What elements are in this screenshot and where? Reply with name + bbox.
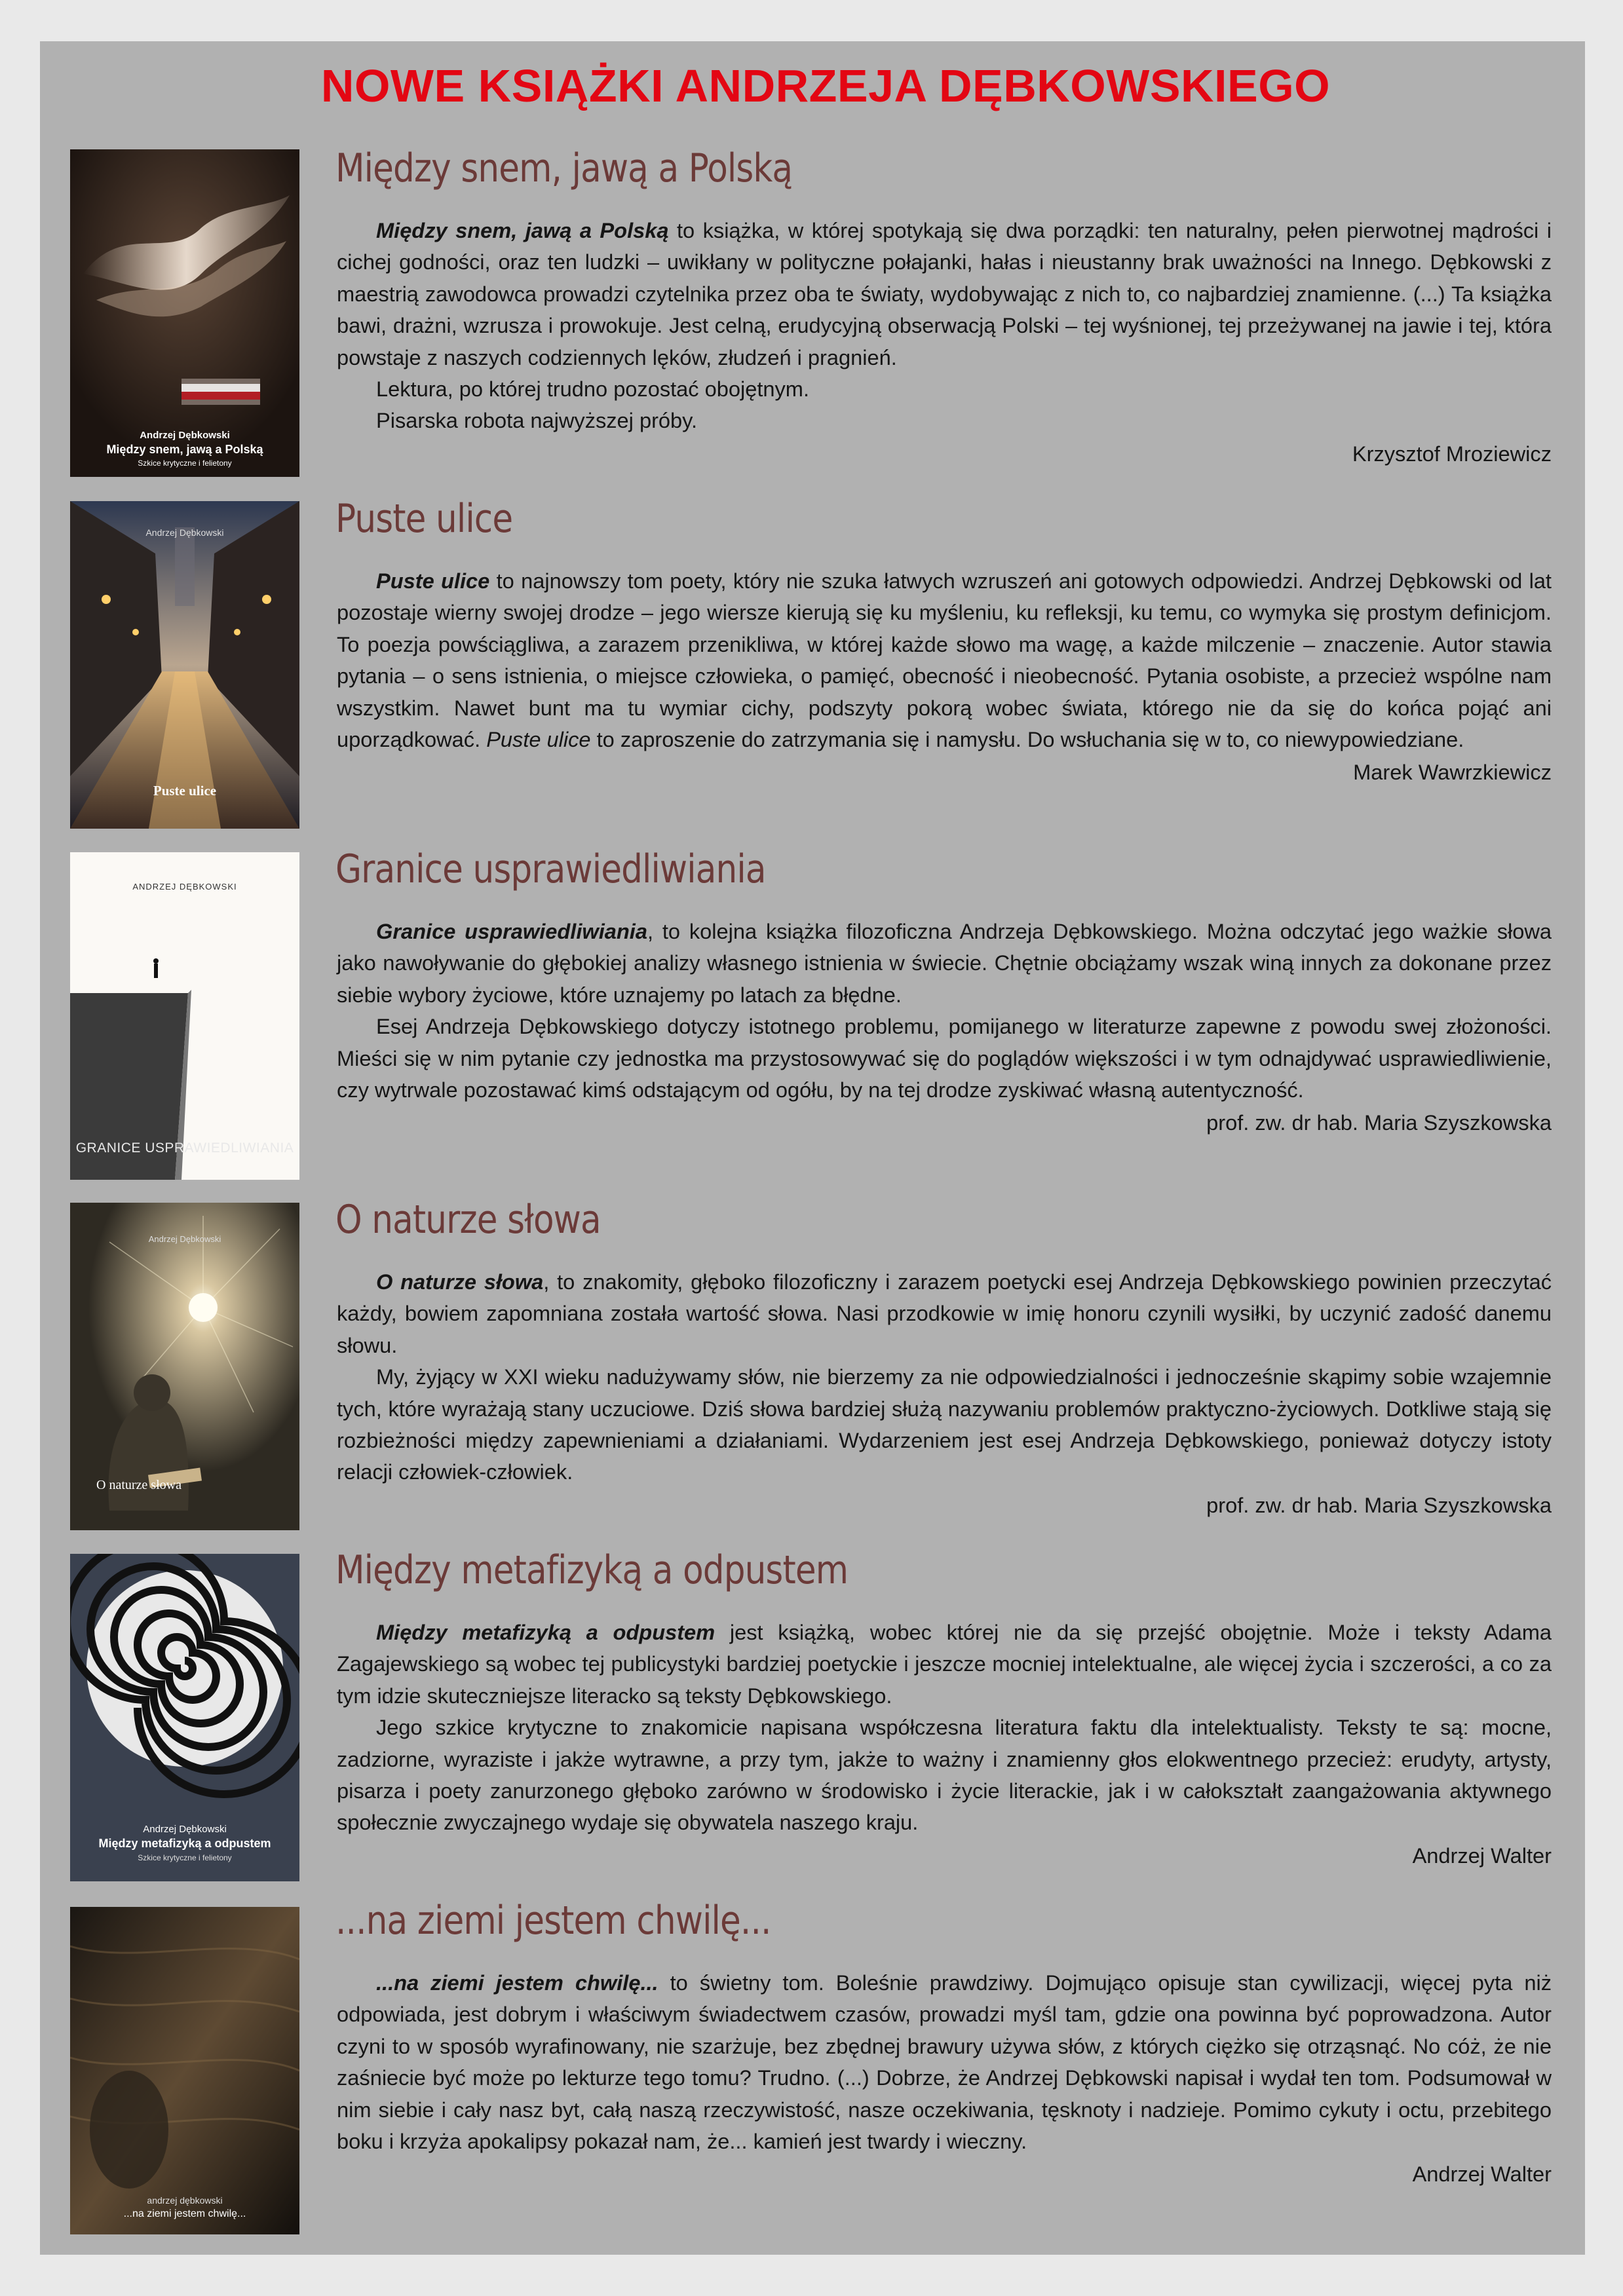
cover-title: GRANICE USPRAWIEDLIWIANIA (75, 1140, 294, 1156)
book-title: ...na ziemi jestem chwilę... (335, 1898, 771, 1944)
book-cover[interactable] (70, 1554, 299, 1881)
book-cover[interactable] (70, 149, 299, 477)
reviewer-name: Marek Wawrzkiewicz (1353, 760, 1552, 785)
cover-author: Andrzej Dębkowski (143, 1824, 227, 1835)
review-text: Esej Andrzeja Dębkowskiego dotyczy istotnego problemu, pomijanego w literaturze zapewne z powodu swej złożoności. Mieści się w nim pytanie czy jednostka ma przystosowywać się do poglądów większości i w tym odnajdywać usprawiedliwienie, czy wytrwale pozostawać kimś odstającym od ogółu, by na tej drodze zyskiwać własną autentyczność. (337, 1014, 1552, 1102)
book-review (337, 565, 1552, 789)
review-text: Lektura, po której trudno pozostać obojętnym. (376, 377, 809, 402)
review-text: to zaproszenie do zatrzymania się i namysłu. Do wsłuchania się w to, co niewypowiedziane. (590, 727, 1464, 752)
review-text: to najnowszy tom poety, który nie szuka łatwych wzruszeń ani gotowych odpowiedzi. Andrzej Dębkowski od lat pozostaje wierny swojej drodze – jego wiersze kierują się ku myśleniu, ku refleksji, ku temu, co wymyka się prostym definicjom. To poezja powściągliwa, a zarazem przenikliwa, w której każde słowo ma wagę, a każde milczenie – znaczenie. Autor stawia pytania – o sens istnienia, o miejsce człowieka, o pamięć, obecność i nieobecność. Pytania osobiste, a przecież wspólne nam wszystkim. Nawet bunt ma tu wymiar cichy, podszyty pokorą wobec świata, którego nie da się do końca pojąć ani uporządkować. (337, 569, 1552, 752)
reviewer-name: Andrzej Walter (1412, 2162, 1552, 2187)
reviewer-name: prof. zw. dr hab. Maria Szyszkowska (1206, 1110, 1552, 1135)
page-sheet (40, 41, 1585, 2255)
book-title: Granice usprawiedliwiania (335, 846, 766, 892)
cover-author: Andrzej Dębkowski (148, 1234, 221, 1244)
book-review (337, 215, 1552, 470)
book-cover[interactable] (70, 501, 299, 829)
review-text: , to znakomity, głęboko filozoficzny i zarazem poetycki esej Andrzeja Dębkowskiego powinien przeczytać każdy, bowiem zapomniana została wartość słowa. Nasi przodkowie w imię honoru czynili wysiłki, by uczynić zadość danemu słowu. (337, 1270, 1552, 1357)
cover-title: Puste ulice (153, 783, 217, 799)
cover-author: Andrzej Dębkowski (145, 527, 224, 538)
review-text: to świetny tom. Boleśnie prawdziwy. Dojmująco opisuje stan cywilizacji, więcej pyta niż odpowiada, jest dobrym i właściwym świadectwem czasów, prowadzi myśl tam, gdzie ona powinna być poprowadzona. Autor czyni to w sposób wyrafinowany, nie szarżuje, bez zbędnej brawury używa słów, z których ciężko się otrząsnąć. No cóż, że nie zaśniecie być może po lekturze tego tomu? Trudno. (...) Dobrze, że Andrzej Dębkowski napisał i wydał ten tom. Podsumował w nim siebie i cały nasz byt, całą naszą rzeczywistość, nasze oczekiwania, tęsknoty i nadzieje. Pomimo cykuty i octu, przebitego boku i krzyża apokalipsy pokazał nam, że... kamień jest twardy i wieczny. (337, 1970, 1552, 2154)
review-lead: O naturze słowa (376, 1270, 544, 1294)
reviewer-name: Andrzej Walter (1412, 1843, 1552, 1868)
review-lead: Granice usprawiedliwiania (376, 919, 647, 943)
book-title: Puste ulice (335, 496, 513, 542)
book-cover[interactable] (70, 852, 299, 1180)
cover-title: O naturze słowa (96, 1478, 181, 1492)
reviewer-name: Krzysztof Mroziewicz (1352, 441, 1552, 466)
cover-author: Andrzej Dębkowski (140, 430, 230, 441)
review-text: My, żyjący w XXI wieku nadużywamy słów, nie bierzemy za nie odpowiedzialności i jednocześnie skąpimy sobie wzajemnie tych, które wyrażają stany uczuciowe. Dziś słowa bardziej służą nazywaniu problemów praktyczno-życiowych. Dotkliwe stają się rozbieżności między zapewnieniami a działaniami. Wydarzeniem jest esej Andrzeja Dębkowskiego, ponieważ dotyczy istoty relacji człowiek-człowiek. (337, 1364, 1552, 1484)
review-text: jest książką, wobec której nie da się przejść obojętnie. Może i teksty Adama Zagajewskiego są wobec tej publicystyki bardziej poetyckie i jeszcze mocniej intelektualne, ale więcej życia i szczerości, a co za tym idzie skuteczniejsze literacko są teksty Dębkowskiego. (337, 1620, 1552, 1708)
review-lead: Między metafizyką a odpustem (376, 1620, 716, 1644)
review-text: Pisarska robota najwyższej próby. (376, 408, 698, 433)
book-title: Między metafizyką a odpustem (335, 1547, 849, 1593)
review-lead: Między snem, jawą a Polską (376, 218, 669, 242)
review-text: , to kolejna książka filozoficzna Andrzeja Dębkowskiego. Można odczytać jego ważkie słowa jako nawoływanie do głębokiej analizy własnego istnienia w świecie. Chętnie obciążamy wszak winą innych za dokonane przez siebie wybory życiowe, które uznajemy po latach za błędne. (337, 919, 1552, 1007)
review-italic: Puste ulice (486, 727, 591, 752)
cover-subtitle: Szkice krytyczne i felietony (138, 459, 232, 468)
cover-subtitle: Szkice krytyczne i felietony (138, 1853, 232, 1862)
review-text: to książka, w której spotykają się dwa porządki: ten naturalny, pełen pierwotnej mądrości i cichej godności, oraz ten ludzki – uwikłany w polityczne połajanki, hałas i nieustanny brak uważności na Innego. Dębkowski z maestrią zawodowca prowadzi czytelnika przez oba te światy, wydobywając z nich to, co najbardziej znamienne. (...) Ta książka bawi, drażni, wzrusza i prowokuje. Jest celną, erudycyjną obserwacją Polski – tej wyśnionej, tej przeżywanej na jawie i tej, która powstaje z naszych codziennych lęków, złudzeń i pragnień. (337, 218, 1552, 369)
book-review (337, 1266, 1552, 1521)
book-review (337, 916, 1552, 1139)
review-lead: ...na ziemi jestem chwilę... (376, 1970, 659, 1995)
book-cover[interactable] (70, 1203, 299, 1530)
cover-author: ANDRZEJ DĘBKOWSKI (132, 882, 237, 892)
cover-author: andrzej dębkowski (147, 2195, 223, 2206)
review-lead: Puste ulice (376, 569, 490, 593)
book-title: O naturze słowa (335, 1197, 601, 1243)
book-review (337, 1617, 1552, 1872)
book-title: Między snem, jawą a Polską (335, 145, 793, 191)
review-text: Jego szkice krytyczne to znakomicie napisana współczesna literatura faktu dla intelektualisty. Teksty te są: mocne, zadziorne, wyraziste i jakże wytrawne, a przy tym, jakże to ważny i znamienny głos elokwentnego przecież: erudyty, artysty, pisarza i poety zanurzonego głęboko zarówno w środowisko i życie literackie, jak i w całokształt zaangażowania aktywnego społecznie zwyczajnego wydaje się obywatela naszego kraju. (337, 1715, 1552, 1835)
cover-title: ...na ziemi jestem chwilę... (123, 2208, 246, 2219)
book-cover[interactable] (70, 1907, 299, 2234)
cover-title: Między snem, jawą a Polską (106, 443, 263, 456)
reviewer-name: prof. zw. dr hab. Maria Szyszkowska (1206, 1492, 1552, 1517)
page-title: NOWE KSIĄŻKI ANDRZEJA DĘBKOWSKIEGO (320, 60, 1331, 111)
book-review (337, 1967, 1552, 2191)
cover-title: Między metafizyką a odpustem (98, 1837, 271, 1850)
